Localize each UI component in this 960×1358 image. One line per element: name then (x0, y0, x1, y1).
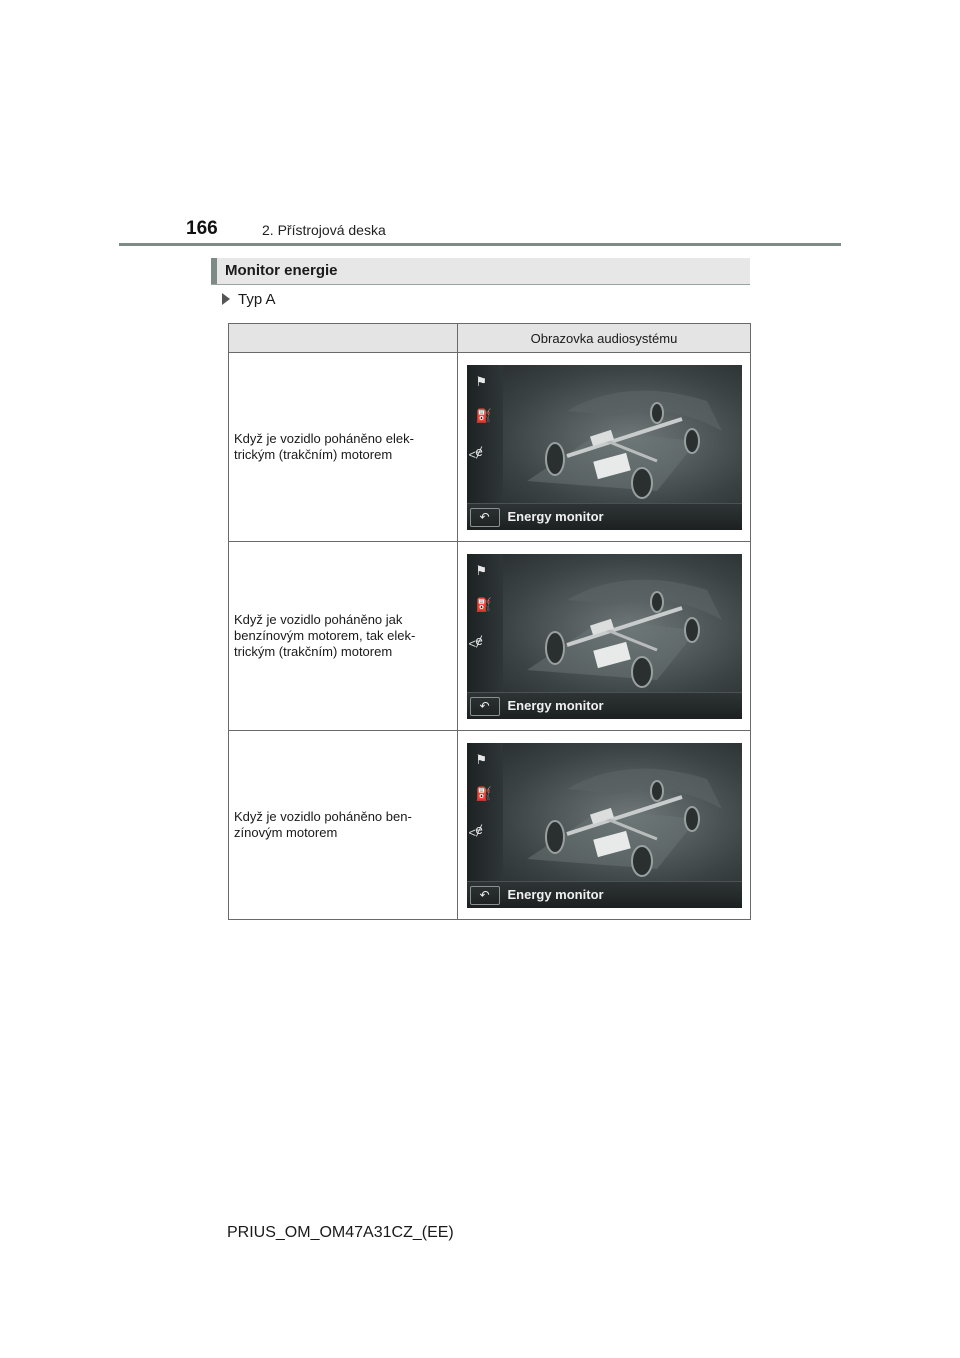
energy-icon: ɇ (475, 821, 483, 837)
row-screenshot (458, 542, 751, 731)
fuel-pump-icon: ⛽ (475, 785, 492, 801)
energy-monitor-screen (467, 743, 742, 908)
chevron-left-icon: < (468, 446, 477, 462)
checkered-flag-icon: ⚑ (475, 751, 488, 767)
back-arrow-icon: ↶ (479, 887, 490, 902)
screen-title: Energy monitor (507, 886, 604, 902)
screen-bottom-bar (467, 503, 742, 530)
screen-title: Energy monitor (507, 697, 604, 713)
table-header-screen: Obrazovka audiosystému (458, 324, 751, 353)
screen-title: Energy monitor (507, 508, 604, 524)
row-screenshot (458, 731, 751, 920)
car-chassis-image (507, 560, 737, 690)
energy-monitor-table (228, 323, 751, 920)
document-id: PRIUS_OM_OM47A31CZ_(EE) (227, 1224, 454, 1241)
row-description-text: Když je vozidlo poháněno ben- zínovým motorem (234, 809, 412, 840)
row-description-text: Když je vozidlo poháněno elek- trickým (trakčním) motorem (234, 431, 414, 462)
car-chassis-image (507, 371, 737, 501)
energy-icon: ɇ (475, 632, 483, 648)
row-description (229, 731, 458, 920)
heading-accent (211, 258, 217, 284)
car-chassis-image (507, 749, 737, 879)
table-header-row (229, 324, 751, 353)
header-divider (119, 243, 841, 246)
table-row (229, 542, 751, 731)
arrow-right-icon (222, 293, 230, 305)
page-number: 166 (186, 218, 218, 239)
back-button[interactable] (470, 886, 500, 905)
energy-monitor-screen (467, 365, 742, 530)
subsection-title: Monitor energie (225, 262, 338, 279)
chevron-left-icon: < (468, 824, 477, 840)
back-button[interactable] (470, 697, 500, 716)
back-button[interactable] (470, 508, 500, 527)
back-arrow-icon: ↶ (479, 509, 490, 524)
checkered-flag-icon: ⚑ (475, 562, 488, 578)
type-label-text: Typ A (238, 291, 276, 308)
back-arrow-icon: ↶ (479, 698, 490, 713)
fuel-pump-icon: ⛽ (475, 596, 492, 612)
fuel-pump-icon: ⛽ (475, 407, 492, 423)
table-row (229, 353, 751, 542)
screen-bottom-bar (467, 692, 742, 719)
row-description-text: Když je vozidlo poháněno jak benzínovým motorem, tak elek- trickým (trakčním) motorem (234, 612, 416, 659)
checkered-flag-icon: ⚑ (475, 373, 488, 389)
type-label (222, 291, 276, 308)
energy-monitor-screen (467, 554, 742, 719)
subsection-heading (211, 258, 750, 285)
section-title: 2. Přístrojová deska (262, 222, 386, 238)
row-description (229, 353, 458, 542)
row-screenshot (458, 353, 751, 542)
table-header-empty (229, 324, 458, 353)
table-row (229, 731, 751, 920)
energy-icon: ɇ (475, 443, 483, 459)
row-description (229, 542, 458, 731)
screen-bottom-bar (467, 881, 742, 908)
chevron-left-icon: < (468, 635, 477, 651)
